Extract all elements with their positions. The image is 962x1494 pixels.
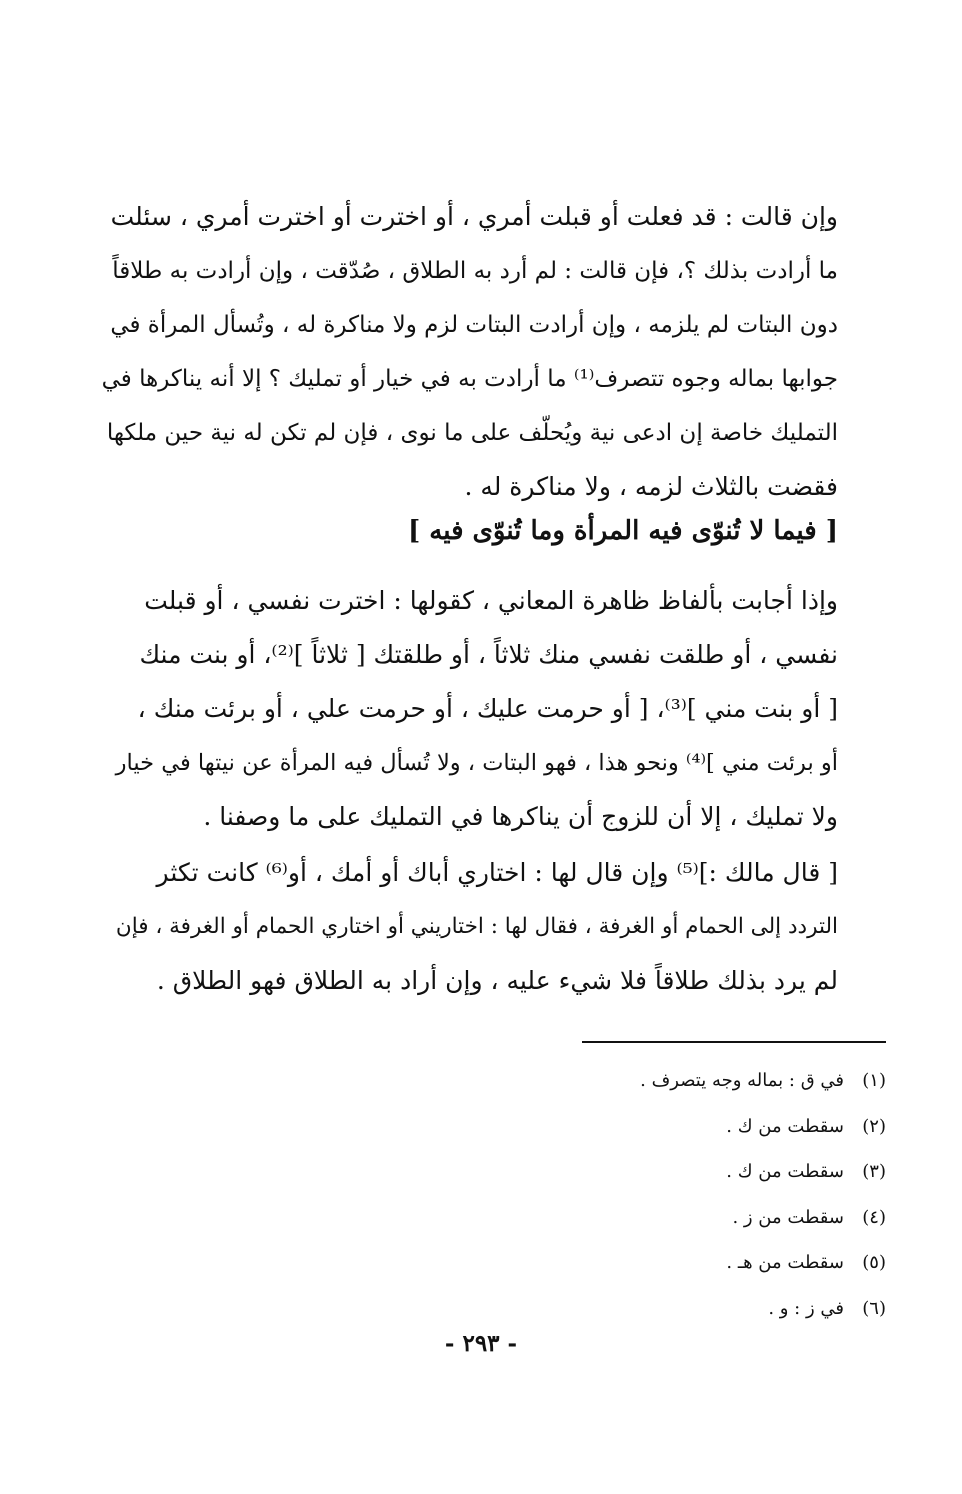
- footnote-number: (١): [862, 1070, 886, 1091]
- text-line: [ أو بنت مني ]⁽³⁾، [ أو حرمت عليك ، أو حرمت علي ، أو برئت منك ،: [137, 694, 838, 723]
- text-line: ولا تمليك ، إلا أن للزوج أن يناكرها في التمليك على ما وصفنا .: [203, 802, 838, 831]
- section-heading: [ فيما لا تُنوّى فيه المرأة وما تُنوّى فيه ]: [407, 516, 838, 546]
- text-line: دون البتات لم يلزمه ، وإن أرادت البتات لزم ولا مناكرة له ، وتُسأل المرأة في: [110, 312, 838, 338]
- text-line: التمليك خاصة إن ادعى نية ويُحلّف على ما نوى ، فإن لم تكن له نية حين ملكها: [106, 420, 838, 446]
- footnote-4: [380, 1195, 886, 1241]
- text-line: أو برئت مني ]⁽⁴⁾ ونحو هذا ، فهو البتات ، ولا تُسأل فيه المرأة عن نيتها في خيار: [115, 750, 838, 776]
- footnote-number: (٦): [862, 1297, 886, 1319]
- footnote-text: سقطت من ك .: [726, 1115, 844, 1137]
- footnote-number: (٣): [862, 1161, 886, 1182]
- text-line: وإذا أجابت بألفاظ ظاهرة المعاني ، كقولها : اخترت نفسي ، أو قبلت: [144, 586, 838, 615]
- text-line: وإن قالت : قد فعلت أو قبلت أمري ، أو اخترت أو اخترت أمري ، سئلت: [110, 202, 838, 231]
- footnote-2: [380, 1104, 886, 1150]
- footnotes: [380, 1058, 886, 1331]
- footnote-text: سقطت من ز .: [732, 1206, 844, 1228]
- paragraph-2: [102, 574, 838, 844]
- text-line: نفسي ، أو طلقت نفسي منك ثلاثاً ، أو طلقتك [ ثلاثاً ]⁽²⁾، أو بنت منك: [139, 640, 838, 669]
- footnote-3: [380, 1149, 886, 1195]
- footnote-text: سقطت من هـ .: [726, 1252, 844, 1273]
- footnote-number: (٢): [862, 1115, 886, 1137]
- text-line: جوابها بماله وجوه تتصرف⁽¹⁾ ما أرادت به في خيار أو تمليك ؟ إلا أنه يناكرها في: [102, 366, 838, 392]
- footnote-5: [380, 1240, 886, 1286]
- paragraph-3: [102, 846, 838, 1008]
- text-line: ما أرادت بذلك ؟، فإن قالت : لم أرد به الطلاق ، صُدّقت ، وإن أرادت به طلاقاً: [112, 258, 838, 284]
- page-number: - ٢٩٣ -: [444, 1330, 518, 1357]
- footnote-text: في ز : و .: [768, 1297, 844, 1319]
- text-line: التردد إلى الحمام أو الغرفة ، فقال لها : اختاريني أو اختاري الحمام أو الغرفة ، فإن: [115, 914, 838, 939]
- text-line: فقضت بالثلاث لزمه ، ولا مناكرة له .: [464, 472, 838, 501]
- footnote-number: (٤): [862, 1206, 886, 1228]
- footnote-number: (٥): [862, 1252, 886, 1273]
- footnote-divider: [582, 1041, 886, 1043]
- text-line: [ قال مالك :]⁽⁵⁾ وإن قال لها : اختاري أباك أو أمك ، أو⁽⁶⁾ كانت تكثر: [156, 858, 838, 887]
- footnote-text: في ق : بماله وجه يتصرف .: [640, 1070, 844, 1091]
- paragraph-1: [102, 190, 838, 514]
- text-line: لم يرد بذلك طلاقاً فلا شيء عليه ، وإن أراد به الطلاق فهو الطلاق .: [156, 966, 838, 995]
- footnote-6: [380, 1286, 886, 1332]
- footnote-text: سقطت من ك .: [726, 1161, 844, 1182]
- footnote-1: [380, 1058, 886, 1104]
